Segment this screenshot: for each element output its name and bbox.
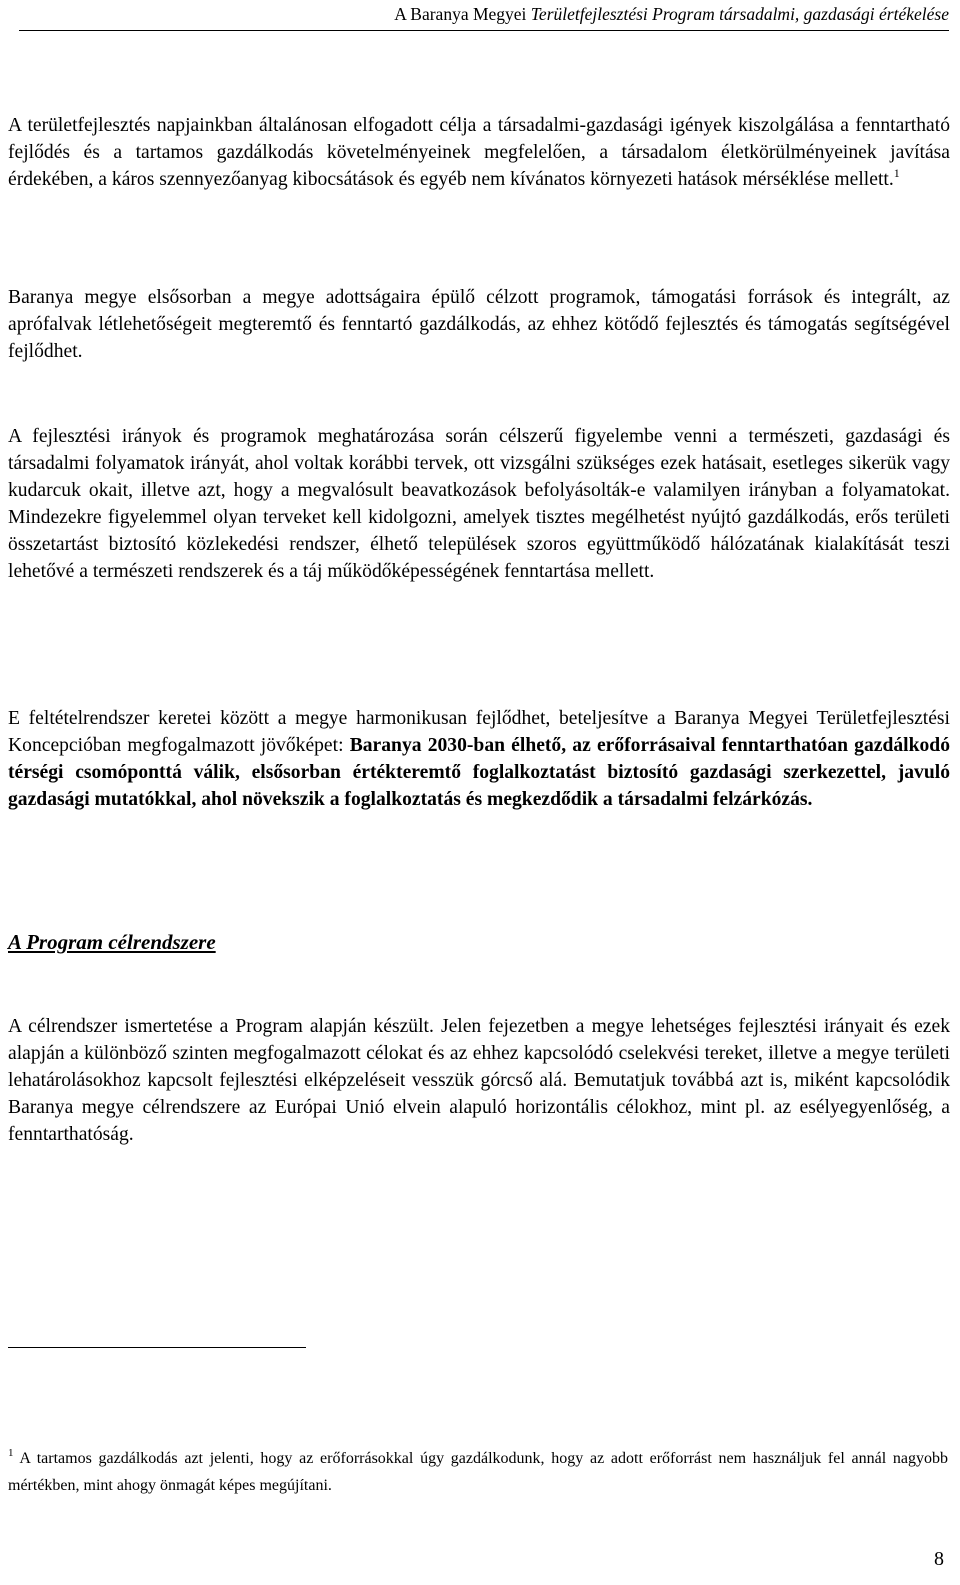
running-header-title: Területfejlesztési Program társadalmi, gazdasági értékelése: [530, 4, 949, 24]
page-number: 8: [934, 1548, 944, 1570]
paragraph-5: A célrendszer ismertetése a Program alapján készült. Jelen fejezetben a megye lehetséges fejlesztési irányait és ezek alapján a különböző szinten megfogalmazott célokat és az ehhez kapcsolódó cselekvési tereket, illetve a megye területi lehatárolásokhoz kapcsolt fejlesztési elképzeléseit vesszük górcső alá. Bemutatjuk továbbá azt is, miként kapcsolódik Baranya megye célrendszere az Európai Unió elvein alapuló horizontális célokhoz, mint pl. az esélyegyenlőség, a fenntarthatóság.: [8, 1016, 950, 1145]
footnote: [8, 1445, 948, 1499]
paragraph-4-text: E feltételrendszer keretei között a megye harmonikusan fejlődhet, beteljesítve a Baranya Megyei Területfejlesztési Koncepcióban megfogalmazott jövőképet:: [8, 708, 950, 756]
footnote-reference[interactable]: 1: [893, 166, 900, 180]
footnote-mark: 1: [8, 1447, 14, 1459]
paragraph-1: [8, 112, 950, 193]
running-header-prefix: A Baranya Megyei: [394, 4, 531, 24]
section-title: A Program célrendszere: [8, 930, 216, 954]
paragraph-4: [8, 705, 950, 813]
footnote-separator: [8, 1347, 306, 1348]
vision-statement: Baranya 2030-ban élhető, az erőforrásaival fenntarthatóan gazdálkodó térségi csomóponttá válik, elsősorban értékteremtő foglalkoztatást biztosító gazdasági szerkezettel, javuló gazdasági mutatókkal, ahol növekszik a foglalkoztatás és megkezdődik a társadalmi felzárkózás.: [8, 735, 950, 810]
paragraph-2: Baranya megye elsősorban a megye adottságaira épülő célzott programok, támogatási források és integrált, az aprófalvak létlehetőségeit megteremtő és fenntartó gazdálkodás, az ehhez kötődő fejlesztés és támogatás segítségével fejlődhet.: [8, 287, 950, 362]
footnote-text: A tartamos gazdálkodás azt jelenti, hogy az erőforrásokkal úgy gazdálkodunk, hogy az adott erőforrást nem használjuk fel annál nagyobb mértékben, mint ahogy önmagát képes megújítani.: [8, 1450, 948, 1494]
paragraph-3: A fejlesztési irányok és programok meghatározása során célszerű figyelembe venni a természeti, gazdasági és társadalmi folyamatok irányát, ahol voltak korábbi tervek, ott vizsgálni szükséges ezek hatásait, esetleges sikerük vagy kudarcuk okait, illetve azt, hogy a megvalósult beavatkozások befolyásolták-e valamilyen irányban a folyamatokat. Mindezekre figyelemmel olyan terveket kell kidolgozni, amelyek tisztes megélhetést nyújtó gazdálkodás, erős területi összetartást biztosító közlekedési rendszer, élhető települések szoros együttműködő hálózatának kialakítását teszi lehetővé a természeti rendszerek és a táj működőképességének fenntartása mellett.: [8, 426, 950, 582]
paragraph-1-text: A területfejlesztés napjainkban általánosan elfogadott célja a társadalmi-gazdasági igények kiszolgálása a fenntartható fejlődés és a tartamos gazdálkodás követelményeinek megfelelően, a társadalom életkörülményeinek javítása érdekében, a káros szennyezőanyag kibocsátások és egyéb nem kívánatos környezeti hatások mérséklése mellett.: [8, 115, 950, 190]
running-header: [19, 4, 949, 31]
